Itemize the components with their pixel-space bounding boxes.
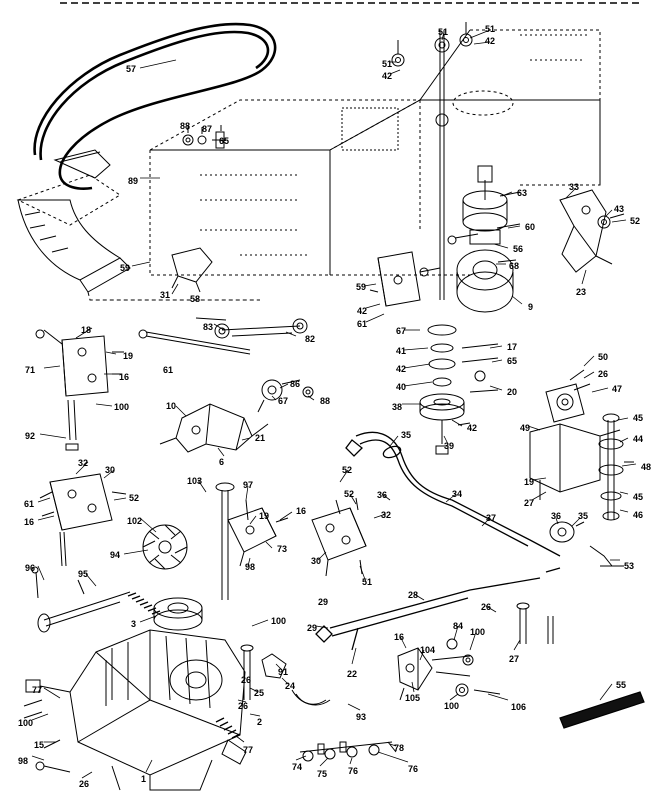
part-callout: 77 <box>243 745 254 755</box>
part-callout: 44 <box>633 434 644 444</box>
clutch-stack <box>392 22 513 454</box>
part-callout: 78 <box>394 743 405 753</box>
part-callout: 30 <box>105 465 116 475</box>
part-callout: 37 <box>486 513 497 523</box>
part-callout: 42 <box>396 364 407 374</box>
part-callout: 76 <box>348 766 359 776</box>
part-callout: 98 <box>18 756 29 766</box>
part-callout: 16 <box>296 506 307 516</box>
part-callout: 23 <box>576 287 587 297</box>
part-callout: 31 <box>160 290 171 300</box>
part-callout: 77 <box>32 685 43 695</box>
part-callout: 98 <box>245 562 256 572</box>
part-callout: 16 <box>394 632 405 642</box>
part-callout: 9 <box>528 302 534 312</box>
part-callout: 1 <box>141 774 147 784</box>
part-callout: 10 <box>166 401 177 411</box>
part-callout: 42 <box>382 71 393 81</box>
part-callout: 86 <box>290 379 301 389</box>
part-callout: 74 <box>292 762 303 772</box>
part-callout: 52 <box>344 489 355 499</box>
part-callout: 20 <box>507 387 518 397</box>
part-callout: 3 <box>131 619 137 629</box>
part-callout: 94 <box>110 550 121 560</box>
part-callout: 56 <box>513 244 524 254</box>
part-callout: 19 <box>259 511 270 521</box>
part-callout: 43 <box>614 204 625 214</box>
part-callout: 49 <box>520 423 531 433</box>
part-callout: 57 <box>126 64 137 74</box>
part-callout: 89 <box>128 176 139 186</box>
part-callout: 100 <box>114 402 130 412</box>
part-callout: 84 <box>453 621 464 631</box>
part-callout: 67 <box>278 396 289 406</box>
part-callout: 2 <box>257 717 263 727</box>
part-callout: 19 <box>524 477 535 487</box>
part-callout: 102 <box>127 516 143 526</box>
part-callout: 76 <box>408 764 419 774</box>
cooling-fan <box>143 525 187 569</box>
part-callout: 33 <box>569 182 580 192</box>
part-callout: 26 <box>238 701 249 711</box>
part-callout: 38 <box>392 402 403 412</box>
part-callout: 61 <box>163 365 174 375</box>
part-callout: 36 <box>377 490 388 500</box>
part-callout: 27 <box>509 654 520 664</box>
part-callout: 29 <box>307 623 318 633</box>
part-callout: 75 <box>317 769 328 779</box>
part-callout: 50 <box>598 352 609 362</box>
part-callout: 32 <box>78 458 89 468</box>
part-callout: 24 <box>285 681 296 691</box>
part-callout: 45 <box>633 492 644 502</box>
part-callout: 61 <box>24 499 35 509</box>
part-callout: 60 <box>525 222 536 232</box>
part-callout: 51 <box>438 27 449 37</box>
part-callout: 52 <box>630 216 641 226</box>
part-callout: 59 <box>120 263 131 273</box>
part-callout: 32 <box>381 510 392 520</box>
part-callout: 106 <box>511 702 527 712</box>
part-callout: 100 <box>18 718 34 728</box>
part-callout: 39 <box>444 441 455 451</box>
part-callout: 28 <box>408 590 419 600</box>
part-callout: 19 <box>123 351 134 361</box>
part-callout: 52 <box>129 493 140 503</box>
part-callout: 15 <box>34 740 45 750</box>
part-callout: 17 <box>507 342 518 352</box>
part-callout: 36 <box>551 511 562 521</box>
part-callout: 47 <box>612 384 623 394</box>
part-callout: 55 <box>616 680 627 690</box>
part-callout: 65 <box>507 356 518 366</box>
part-callout: 51 <box>362 577 373 587</box>
part-callout: 35 <box>401 430 412 440</box>
part-callout: 83 <box>203 322 214 332</box>
part-callout: 42 <box>467 423 478 433</box>
part-callout: 82 <box>305 334 316 344</box>
part-callout: 40 <box>396 382 407 392</box>
part-callout: 88 <box>180 121 191 131</box>
part-callout: 29 <box>318 597 329 607</box>
part-callout: 92 <box>25 431 36 441</box>
part-callout: 30 <box>311 556 322 566</box>
drive-belt <box>35 24 276 189</box>
part-callout: 26 <box>481 602 492 612</box>
part-callout: 104 <box>420 645 436 655</box>
part-callout: 61 <box>357 319 368 329</box>
part-callout: 26 <box>598 369 609 379</box>
part-callout: 97 <box>243 480 254 490</box>
part-callout: 22 <box>347 669 358 679</box>
part-callout: 18 <box>81 325 92 335</box>
part-callout: 100 <box>444 701 460 711</box>
part-callout: 27 <box>524 498 535 508</box>
part-callout: 35 <box>578 511 589 521</box>
part-callout: 42 <box>357 306 368 316</box>
part-callout: 46 <box>633 510 644 520</box>
part-callout: 21 <box>255 433 266 443</box>
part-callout: 100 <box>271 616 287 626</box>
part-callout: 6 <box>219 457 225 467</box>
part-callout: 100 <box>470 627 486 637</box>
part-callout: 91 <box>278 667 289 677</box>
part-callout: 68 <box>509 261 520 271</box>
part-callout: 16 <box>119 372 130 382</box>
part-callout: 93 <box>356 712 367 722</box>
part-callout: 25 <box>254 688 265 698</box>
part-callout: 67 <box>396 326 407 336</box>
part-callout: 53 <box>624 561 635 571</box>
part-callout: 73 <box>277 544 288 554</box>
part-callout: 26 <box>79 779 90 789</box>
part-callout: 48 <box>641 462 652 472</box>
part-callout: 41 <box>396 346 407 356</box>
part-callout: 52 <box>342 465 353 475</box>
part-callout: 103 <box>187 476 203 486</box>
part-callout: 26 <box>241 675 252 685</box>
part-callout: 34 <box>452 489 463 499</box>
part-callout: 71 <box>25 365 36 375</box>
part-callout: 42 <box>485 36 496 46</box>
part-callout: 63 <box>517 188 528 198</box>
part-callout: 16 <box>24 517 35 527</box>
part-callout: 96 <box>25 563 36 573</box>
part-callout: 58 <box>190 294 201 304</box>
part-callout: 51 <box>382 59 393 69</box>
part-callout: 95 <box>78 569 89 579</box>
part-callout: 105 <box>405 693 421 703</box>
part-callout: 45 <box>633 413 644 423</box>
part-callout: 51 <box>485 24 496 34</box>
part-callout: 88 <box>320 396 331 406</box>
part-callout: 87 <box>202 124 213 134</box>
part-callout: 65 <box>219 136 230 146</box>
part-callout: 59 <box>356 282 367 292</box>
